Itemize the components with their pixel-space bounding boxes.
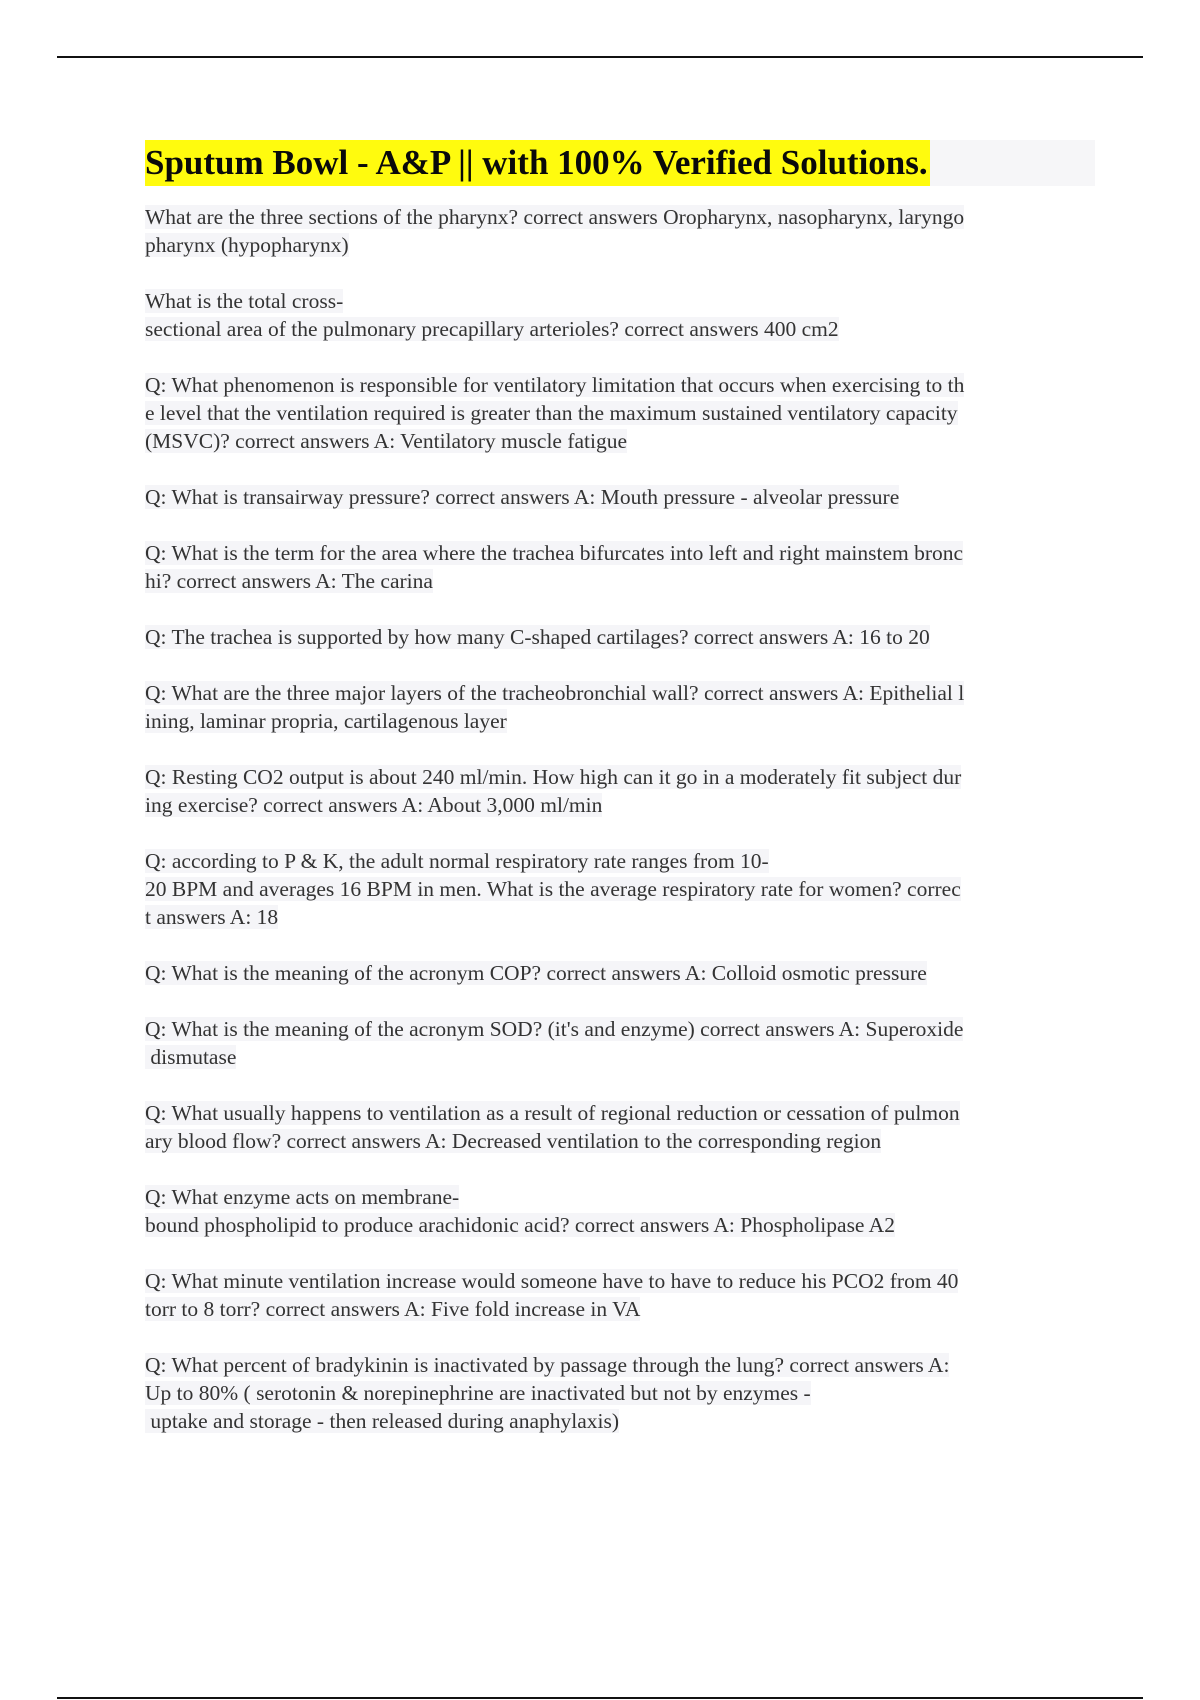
qa-item: [145, 1183, 1095, 1239]
qa-line-text: Q: What is transairway pressure? correct answers A: Mouth pressure - alveolar pressure: [145, 485, 900, 509]
qa-line: [145, 679, 1095, 707]
qa-line: [145, 847, 1095, 875]
qa-line: [145, 287, 1095, 315]
qa-line-text: Q: What are the three major layers of the tracheobronchial wall? correct answers A: Epithelial l: [145, 681, 965, 705]
qa-item: [145, 1267, 1095, 1323]
qa-line-text: Q: What usually happens to ventilation as a result of regional reduction or cessation of pulmon: [145, 1101, 960, 1125]
qa-item: [145, 483, 1095, 511]
qa-line-text: ing exercise? correct answers A: About 3,000 ml/min: [145, 793, 603, 817]
qa-line: [145, 1295, 1095, 1323]
qa-line: [145, 203, 1095, 231]
qa-line: [145, 1015, 1095, 1043]
qa-line-text: ining, laminar propria, cartilagenous layer: [145, 709, 507, 733]
qa-line-text: Q: according to P & K, the adult normal respiratory rate ranges from 10-: [145, 849, 769, 873]
document-title: Sputum Bowl - A&P || with 100% Verified Solutions.: [145, 140, 930, 186]
qa-line-text: dismutase: [145, 1045, 237, 1069]
qa-line-text: e level that the ventilation required is greater than the maximum sustained ventilatory capacity: [145, 401, 958, 425]
qa-item: [145, 1099, 1095, 1155]
qa-item: [145, 287, 1095, 343]
qa-line-text: hi? correct answers A: The carina: [145, 569, 433, 593]
qa-line-text: uptake and storage - then released during anaphylaxis): [145, 1409, 620, 1433]
qa-line: [145, 1379, 1095, 1407]
qa-line: [145, 1351, 1095, 1379]
qa-line: [145, 399, 1095, 427]
qa-line-text: Q: Resting CO2 output is about 240 ml/min. How high can it go in a moderately fit subject dur: [145, 765, 962, 789]
qa-line: [145, 567, 1095, 595]
qa-item: [145, 763, 1095, 819]
qa-item: [145, 203, 1095, 259]
qa-line: [145, 1267, 1095, 1295]
qa-item: [145, 959, 1095, 987]
qa-line: [145, 875, 1095, 903]
qa-line-text: pharynx (hypopharynx): [145, 233, 349, 257]
qa-item: [145, 679, 1095, 735]
qa-item: [145, 371, 1095, 455]
qa-line-text: torr to 8 torr? correct answers A: Five fold increase in VA: [145, 1297, 641, 1321]
qa-line: [145, 1099, 1095, 1127]
qa-line: [145, 1043, 1095, 1071]
qa-line-text: What are the three sections of the pharynx? correct answers Oropharynx, nasopharynx, laryngo: [145, 205, 965, 229]
qa-line: [145, 231, 1095, 259]
qa-item: [145, 539, 1095, 595]
qa-line-text: Q: What enzyme acts on membrane-: [145, 1185, 460, 1209]
qa-item: [145, 623, 1095, 651]
qa-line-text: (MSVC)? correct answers A: Ventilatory muscle fatigue: [145, 429, 628, 453]
qa-line-text: Q: What minute ventilation increase would someone have to have to reduce his PCO2 from 40: [145, 1269, 959, 1293]
qa-line: [145, 791, 1095, 819]
qa-line-text: bound phospholipid to produce arachidonic acid? correct answers A: Phospholipase A2: [145, 1213, 895, 1237]
qa-line: [145, 763, 1095, 791]
qa-item: [145, 1351, 1095, 1435]
qa-line-text: Q: What is the meaning of the acronym COP? correct answers A: Colloid osmotic pressure: [145, 961, 927, 985]
qa-line-text: Q: What is the meaning of the acronym SOD? (it's and enzyme) correct answers A: Superoxide: [145, 1017, 964, 1041]
qa-line-text: Q: What is the term for the area where the trachea bifurcates into left and right mainstem bronc: [145, 541, 964, 565]
qa-line: [145, 959, 1095, 987]
qa-line: [145, 539, 1095, 567]
qa-line: [145, 1183, 1095, 1211]
qa-item: [145, 847, 1095, 931]
qa-line: [145, 1127, 1095, 1155]
top-rule: [57, 56, 1143, 58]
qa-line: [145, 707, 1095, 735]
qa-line-text: sectional area of the pulmonary precapillary arterioles? correct answers 400 cm2: [145, 317, 839, 341]
qa-line: [145, 483, 1095, 511]
qa-line-text: Q: What phenomenon is responsible for ventilatory limitation that occurs when exercising to th: [145, 373, 965, 397]
qa-line: [145, 1211, 1095, 1239]
qa-item: [145, 1015, 1095, 1071]
qa-list: [145, 203, 1095, 1435]
qa-line: [145, 315, 1095, 343]
qa-line: [145, 427, 1095, 455]
qa-line-text: ary blood flow? correct answers A: Decreased ventilation to the corresponding region: [145, 1129, 882, 1153]
bottom-rule: [57, 1697, 1143, 1699]
document-body: [145, 140, 1095, 1463]
title-block: [145, 140, 1095, 186]
qa-line-text: Q: The trachea is supported by how many C-shaped cartilages? correct answers A: 16 to 20: [145, 625, 930, 649]
qa-line: [145, 1407, 1095, 1435]
qa-line-text: Q: What percent of bradykinin is inactivated by passage through the lung? correct answers A:: [145, 1353, 950, 1377]
qa-line-text: t answers A: 18: [145, 905, 279, 929]
qa-line: [145, 371, 1095, 399]
qa-line-text: 20 BPM and averages 16 BPM in men. What is the average respiratory rate for women? correc: [145, 877, 961, 901]
qa-line-text: What is the total cross-: [145, 289, 344, 313]
qa-line: [145, 903, 1095, 931]
qa-line-text: Up to 80% ( serotonin & norepinephrine are inactivated but not by enzymes -: [145, 1381, 811, 1405]
qa-line: [145, 623, 1095, 651]
